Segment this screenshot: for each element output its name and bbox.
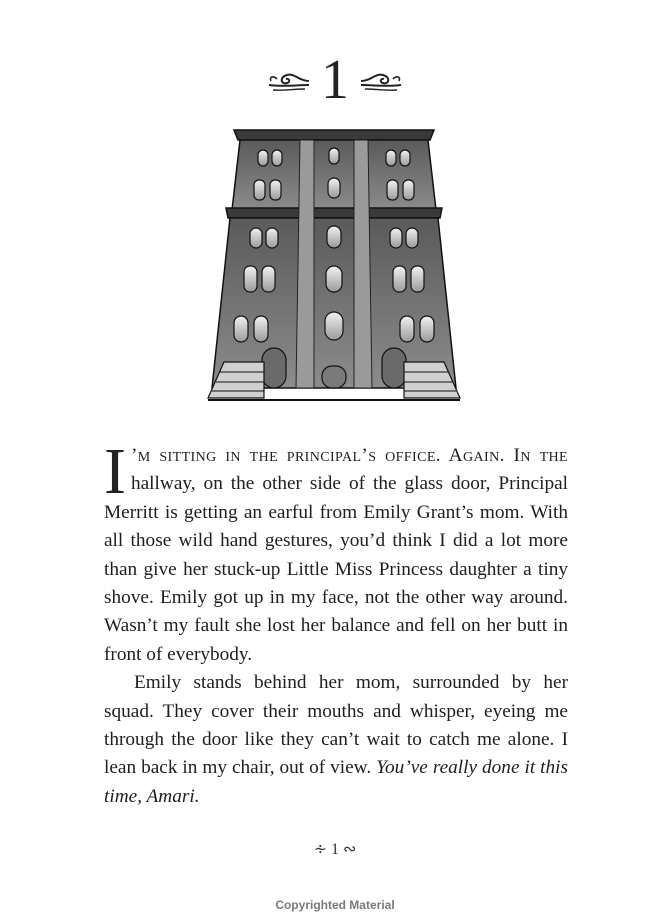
brownstone-building-icon [204, 126, 464, 404]
paragraph-2-text: Emily stands behind her mom, surrounded by her squad. They cover their mouths and whisper, eyeing me through the door like they can’t wait to catch me alone. I lean back in my chair, out of view. [104, 672, 568, 779]
page-ornament-left-icon: ∻ [313, 841, 331, 858]
page-ornament-right-icon: ∾ [339, 841, 357, 858]
copyright-notice: Copyrighted Material [275, 898, 395, 912]
paragraph-2-italic: You’ve really done it this time, Amari. [104, 757, 568, 807]
page-number-value: 1 [331, 841, 339, 858]
drop-cap: I [104, 435, 126, 508]
paragraph-1-text: hallway, on the other side of the glass door, Principal Merritt is getting an earful from Emily Grant’s mom. With all those wild hand gestures, you’d think I did a lot more than give her stuck-up Little Miss Princess daughter a tiny shove. Emily got up in my face, not the other way around. Wasn’t my fault she lost her balance and fell on her butt in front of everybody. [104, 473, 568, 665]
left-flourish-icon [265, 67, 311, 93]
chapter-heading [0, 49, 670, 111]
right-flourish-icon [359, 67, 405, 93]
paragraph-1 [104, 435, 568, 669]
chapter-number: 1 [321, 49, 349, 111]
small-caps-opening: ’m sitting in the principal’s office. Again. In the [130, 445, 568, 466]
page-number [0, 839, 670, 859]
paragraph-2 [104, 669, 568, 811]
chapter-body [104, 435, 568, 811]
